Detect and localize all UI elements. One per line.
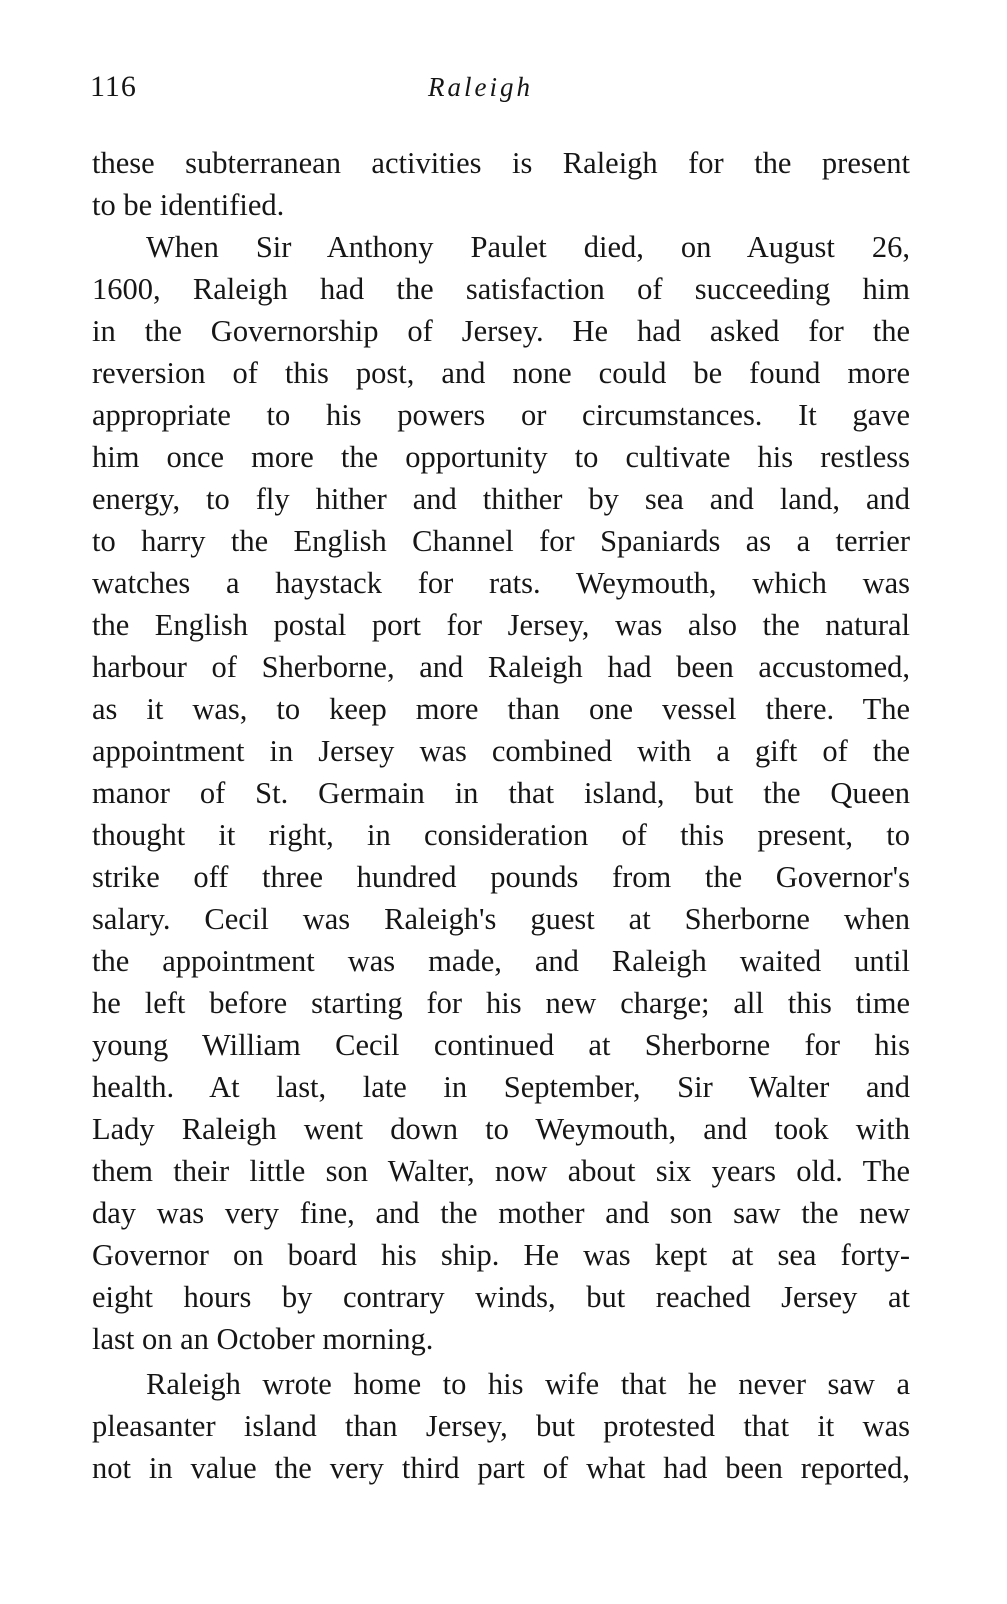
text-line: not in value the very third part of what had been reported, [92,1451,910,1485]
text-line: these subterranean activities is Raleigh for the present [92,146,910,180]
text-line: watches a haystack for rats. Weymouth, which was [92,566,910,600]
text-line: manor of St. Germain in that island, but the Queen [92,776,910,810]
text-line: harbour of Sherborne, and Raleigh had been accustomed, [92,650,910,684]
text-line: he left before starting for his new charge; all this time [92,986,910,1020]
text-line: appointment in Jersey was combined with a gift of the [92,734,910,768]
running-head: Raleigh [428,72,533,102]
text-line: young William Cecil continued at Sherborne for his [92,1028,910,1062]
text-line: salary. Cecil was Raleigh's guest at Sherborne when [92,902,910,936]
text-line: health. At last, late in September, Sir Walter and [92,1070,910,1104]
text-line: to be identified. [92,188,285,222]
text-line: to harry the English Channel for Spaniards as a terrier [92,524,910,558]
text-line: Governor on board his ship. He was kept at sea forty- [92,1238,910,1272]
text-line: as it was, to keep more than one vessel there. The [92,692,910,726]
text-line: thought it right, in consideration of this present, to [92,818,910,852]
text-line: day was very fine, and the mother and son saw the new [92,1196,910,1230]
text-line: reversion of this post, and none could be found more [92,356,910,390]
text-line: Raleigh wrote home to his wife that he never saw a [146,1367,910,1401]
text-line: energy, to fly hither and thither by sea and land, and [92,482,910,516]
text-line: When Sir Anthony Paulet died, on August 26, [146,230,910,264]
text-line: in the Governorship of Jersey. He had asked for the [92,314,910,348]
text-line: pleasanter island than Jersey, but protested that it was [92,1409,910,1443]
text-line: 1600, Raleigh had the satisfaction of succeeding him [92,272,910,306]
text-line: the English postal port for Jersey, was also the natural [92,608,910,642]
text-line: strike off three hundred pounds from the Governor's [92,860,910,894]
text-line: the appointment was made, and Raleigh waited until [92,944,910,978]
text-line: appropriate to his powers or circumstances. It gave [92,398,910,432]
text-line: Lady Raleigh went down to Weymouth, and took with [92,1112,910,1146]
text-line: last on an October morning. [92,1322,434,1356]
page-header [90,70,910,110]
page-number: 116 [90,70,137,103]
text-line: them their little son Walter, now about six years old. The [92,1154,910,1188]
text-line: eight hours by contrary winds, but reached Jersey at [92,1280,910,1314]
text-line: him once more the opportunity to cultivate his restless [92,440,910,474]
